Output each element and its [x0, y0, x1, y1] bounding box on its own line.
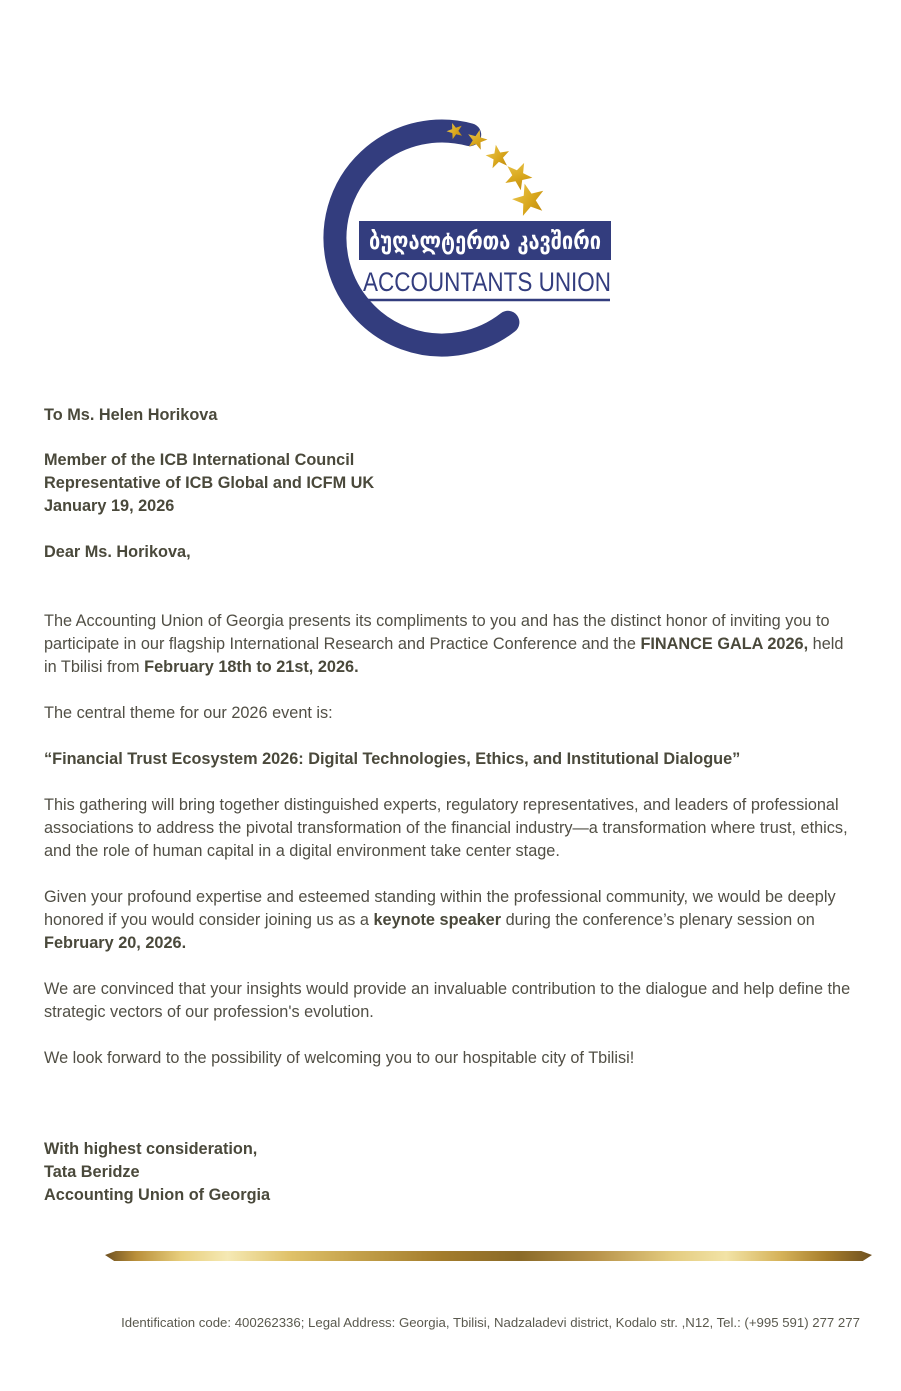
star-icon [509, 179, 548, 217]
recipient-title-line: Representative of ICB Global and ICFM UK [44, 474, 375, 492]
conference-dates-bold-text: February 18th to 21st, 2026. [144, 658, 359, 676]
signature-organization: Accounting Union of Georgia [44, 1186, 271, 1204]
paragraph-welcome: We look forward to the possibility of welcoming you to our hospitable city of Tbilisi! [44, 1049, 635, 1067]
recipient-name: To Ms. Helen Horikova [44, 406, 218, 424]
keynote-speaker-bold-text: keynote speaker [373, 911, 502, 929]
paragraph-conviction: We are convinced that your insights would provide an invaluable contribution to the dialogue and help define the strategic vectors of our profession's evolution. [44, 980, 851, 1021]
logo-english-text: ACCOUNTANTS UNION [363, 267, 611, 297]
letter-body [0, 404, 860, 1207]
signature-closing: With highest consideration, [44, 1140, 258, 1158]
salutation: Dear Ms. Horikova, [44, 543, 191, 561]
paragraph-gathering: This gathering will bring together distinguished experts, regulatory representatives, and leaders of professional associations to address the pivotal transformation of the financial industry—a transformation where trust, ethics, and the role of human capital in a digital environment take center stage. [44, 796, 848, 860]
paragraph-invitation [44, 610, 860, 679]
footer-identification-text: Identification code: 400262336; Legal Address: Georgia, Tbilisi, Nadzaladevi district, Kodalo str. ,N12, Tel.: (+995 591) 277 277 [121, 1315, 860, 1330]
star-icon [484, 143, 511, 169]
paragraph-text: The Accounting Union of Georgia presents its compliments to you and has the distinct honor of inviting you to participate in our flagship International Research and Practice Conference and the [44, 612, 830, 653]
accountants-union-logo [312, 112, 642, 364]
recipient-titles [44, 449, 860, 518]
paragraph-text: held in Tbilisi from [44, 635, 844, 676]
letter-date: January 19, 2026 [44, 497, 175, 515]
logo-georgian-text: ბუღალტერთა კავშირი [369, 227, 601, 255]
star-icon [501, 157, 537, 192]
paragraph-text: during the conference’s plenary session on [501, 911, 815, 929]
paragraph-text: Given your profound expertise and esteemed standing within the professional community, we would be deeply honored if you would consider joining us as a [44, 888, 836, 929]
signature-block [44, 1138, 860, 1207]
paragraph-keynote-request [44, 886, 860, 955]
plenary-date-bold-text: February 20, 2026. [44, 934, 187, 952]
paragraph-theme-intro: The central theme for our 2026 event is: [44, 704, 333, 722]
gold-divider-bar [105, 1251, 872, 1261]
recipient-title-line: Member of the ICB International Council [44, 451, 355, 469]
signature-name: Tata Beridze [44, 1163, 140, 1181]
paragraph-theme-title: “Financial Trust Ecosystem 2026: Digital Technologies, Ethics, and Institutional Dialogue” [44, 750, 741, 768]
finance-gala-bold-text: FINANCE GALA 2026, [640, 635, 809, 653]
